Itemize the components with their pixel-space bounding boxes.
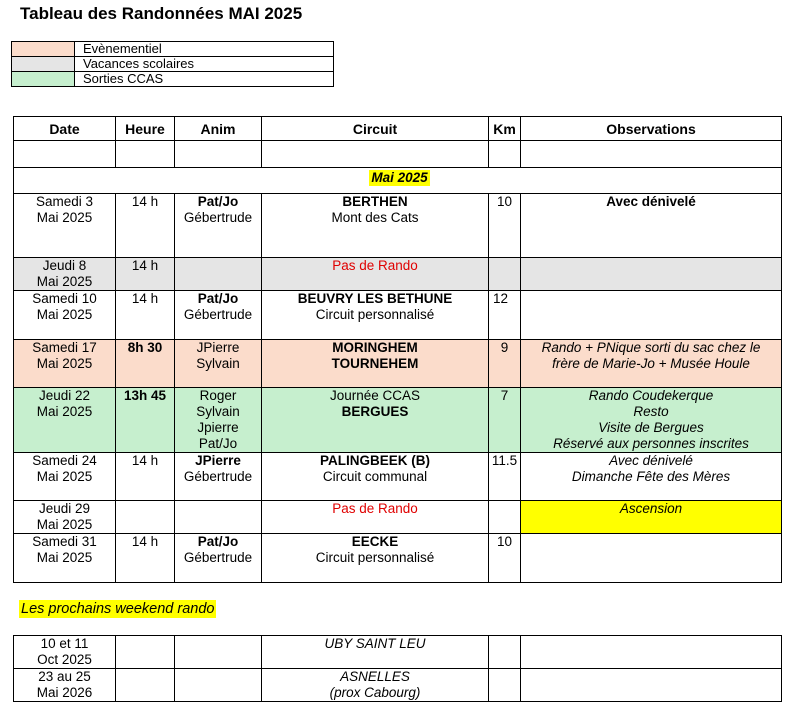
km-cell (489, 258, 521, 291)
anim-cell (175, 534, 262, 583)
anim-cell (175, 291, 262, 340)
date-month: Mai 2025 (36, 356, 93, 371)
empty-cell (14, 141, 116, 168)
heure-cell (116, 669, 175, 702)
heure-cell: 14 h (116, 258, 175, 291)
circuit-detail: Circuit personnalisé (315, 307, 435, 322)
anim-cell (175, 258, 262, 291)
date-month: Mai 2025 (36, 469, 93, 484)
anim-cell (175, 388, 262, 453)
obs-text: Dimanche Fête des Mères (571, 469, 731, 484)
circuit-detail: Circuit personnalisé (315, 550, 435, 565)
header-heure: Heure (116, 117, 175, 141)
circuit-cell: Pas de Rando (262, 501, 489, 534)
table-row (14, 258, 782, 291)
date-cell (14, 194, 116, 258)
anim-name: Pat/Jo (197, 194, 239, 209)
date-cell (14, 534, 116, 583)
next-weekends-title: Les prochains weekend rando (21, 601, 215, 617)
anim-cell (175, 194, 262, 258)
empty-cell (116, 141, 175, 168)
circuit-name: EECKE (351, 534, 399, 549)
date-month: Oct 2025 (37, 652, 92, 667)
empty-cell (489, 141, 521, 168)
date-day: Jeudi 22 (38, 388, 91, 403)
heure-cell (116, 501, 175, 534)
circuit-cell (262, 669, 489, 702)
circuit-cell (262, 194, 489, 258)
date-day: 23 au 25 (38, 669, 91, 684)
heure-cell: 14 h (116, 194, 175, 258)
circuit-name: ASNELLES (340, 669, 410, 684)
date-month: Mai 2025 (36, 307, 93, 322)
obs-text: Réservé aux personnes inscrites (553, 436, 749, 451)
circuit-cell: UBY SAINT LEU (262, 636, 489, 669)
header-observations: Observations (521, 117, 782, 141)
header-row (14, 117, 782, 141)
page-title: Tableau des Randonnées MAI 2025 (20, 4, 303, 23)
circuit-name: PALINGBEEK (B) (320, 453, 430, 468)
empty-cell (521, 141, 782, 168)
obs-cell (521, 258, 782, 291)
circuit-cell: Pas de Rando (262, 258, 489, 291)
km-cell: 10 (489, 194, 521, 258)
anim-name: Gébertrude (183, 469, 253, 484)
circuit-detail: Mont des Cats (331, 210, 419, 225)
obs-cell (521, 453, 782, 501)
obs-cell (521, 669, 782, 702)
legend-swatch-vacances (12, 57, 75, 72)
obs-cell (521, 636, 782, 669)
obs-cell: Ascension (521, 501, 782, 534)
legend-label: Sorties CCAS (75, 72, 334, 87)
header-circuit: Circuit (262, 117, 489, 141)
table-row (14, 453, 782, 501)
obs-cell (521, 534, 782, 583)
legend-label: Evènementiel (75, 42, 334, 57)
anim-name: Roger (199, 388, 237, 403)
km-cell: 12 (489, 291, 521, 340)
anim-name: Gébertrude (183, 210, 253, 225)
legend-label: Vacances scolaires (75, 57, 334, 72)
circuit-name: BERGUES (341, 404, 409, 419)
obs-text: Rando + PNique sorti du sac chez le (541, 340, 761, 355)
circuit-cell (262, 291, 489, 340)
date-cell (14, 636, 116, 669)
anim-name: JPierre (195, 453, 241, 468)
anim-cell (175, 453, 262, 501)
next-weekends-table (13, 635, 782, 702)
circuit-name: BEUVRY LES BETHUNE (297, 291, 453, 306)
month-cell (14, 168, 782, 194)
anim-cell (175, 669, 262, 702)
heure-cell: 14 h (116, 534, 175, 583)
heure-cell: 14 h (116, 453, 175, 501)
anim-name: Pat/Jo (197, 291, 239, 306)
table-row (14, 669, 782, 702)
legend-swatch-evenementiel (12, 42, 75, 57)
date-day: Samedi 17 (32, 340, 97, 355)
km-cell: 11.5 (489, 453, 521, 501)
date-cell (14, 388, 116, 453)
table-row (14, 501, 782, 534)
date-month: Mai 2026 (36, 685, 93, 700)
month-row (14, 168, 782, 194)
km-cell: 9 (489, 340, 521, 388)
anim-cell (175, 636, 262, 669)
header-anim: Anim (175, 117, 262, 141)
date-day: Samedi 10 (32, 291, 97, 306)
obs-text: Visite de Bergues (598, 420, 704, 435)
legend-row-evenementiel (12, 42, 334, 57)
date-day: Samedi 3 (35, 194, 94, 209)
date-cell (14, 340, 116, 388)
month-label: Mai 2025 (371, 170, 428, 185)
anim-name: Pat/Jo (198, 436, 238, 451)
heure-cell: 14 h (116, 291, 175, 340)
empty-cell (262, 141, 489, 168)
rando-table (13, 116, 782, 583)
km-cell (489, 636, 521, 669)
date-month: Mai 2025 (36, 210, 93, 225)
circuit-detail: Journée CCAS (329, 388, 421, 403)
anim-name: JPierre (196, 340, 240, 355)
anim-name: Gébertrude (183, 550, 253, 565)
date-day: Jeudi 29 (38, 501, 91, 516)
heure-cell (116, 636, 175, 669)
obs-cell (521, 194, 782, 258)
heure-cell: 8h 30 (116, 340, 175, 388)
obs-text: Avec dénivelé (606, 194, 696, 209)
anim-cell (175, 501, 262, 534)
date-month: Mai 2025 (36, 517, 93, 532)
date-cell (14, 291, 116, 340)
date-cell (14, 501, 116, 534)
obs-text: Avec dénivelé (609, 453, 693, 468)
legend-row-vacances (12, 57, 334, 72)
table-row (14, 340, 782, 388)
table-row (14, 534, 782, 583)
circuit-name: TOURNEHEM (331, 356, 419, 371)
km-cell (489, 501, 521, 534)
obs-text: frère de Marie-Jo + Musée Houle (552, 356, 750, 371)
circuit-cell (262, 534, 489, 583)
header-date: Date (14, 117, 116, 141)
circuit-cell (262, 388, 489, 453)
date-cell (14, 258, 116, 291)
circuit-name: MORINGHEM (332, 340, 418, 355)
date-day: Samedi 31 (32, 534, 97, 549)
empty-row (14, 141, 782, 168)
km-cell: 7 (489, 388, 521, 453)
circuit-name: BERTHEN (342, 194, 408, 209)
obs-cell (521, 340, 782, 388)
anim-name: Jpierre (197, 420, 239, 435)
obs-cell (521, 291, 782, 340)
anim-name: Sylvain (196, 404, 240, 419)
date-cell (14, 453, 116, 501)
anim-name: Gébertrude (183, 307, 253, 322)
circuit-cell (262, 340, 489, 388)
date-day: 10 et 11 (40, 636, 89, 651)
circuit-cell (262, 453, 489, 501)
date-month: Mai 2025 (36, 404, 93, 419)
date-cell (14, 669, 116, 702)
date-month: Mai 2025 (36, 550, 93, 565)
legend-swatch-ccas (12, 72, 75, 87)
table-row (14, 636, 782, 669)
anim-name: Pat/Jo (197, 534, 239, 549)
date-month: Mai 2025 (36, 274, 93, 289)
anim-name: Sylvain (196, 356, 240, 371)
date-day: Jeudi 8 (42, 258, 87, 273)
legend-row-ccas (12, 72, 334, 87)
empty-cell (175, 141, 262, 168)
table-row (14, 291, 782, 340)
table-row (14, 388, 782, 453)
circuit-detail: (prox Cabourg) (329, 685, 421, 700)
date-day: Samedi 24 (32, 453, 97, 468)
km-cell: 10 (489, 534, 521, 583)
heure-cell: 13h 45 (116, 388, 175, 453)
km-cell (489, 669, 521, 702)
anim-cell (175, 340, 262, 388)
legend-table (11, 41, 334, 87)
table-row (14, 194, 782, 258)
obs-text: Resto (633, 404, 669, 419)
obs-cell (521, 388, 782, 453)
header-km: Km (489, 117, 521, 141)
circuit-detail: Circuit communal (322, 469, 428, 484)
obs-text: Rando Coudekerque (588, 388, 714, 403)
